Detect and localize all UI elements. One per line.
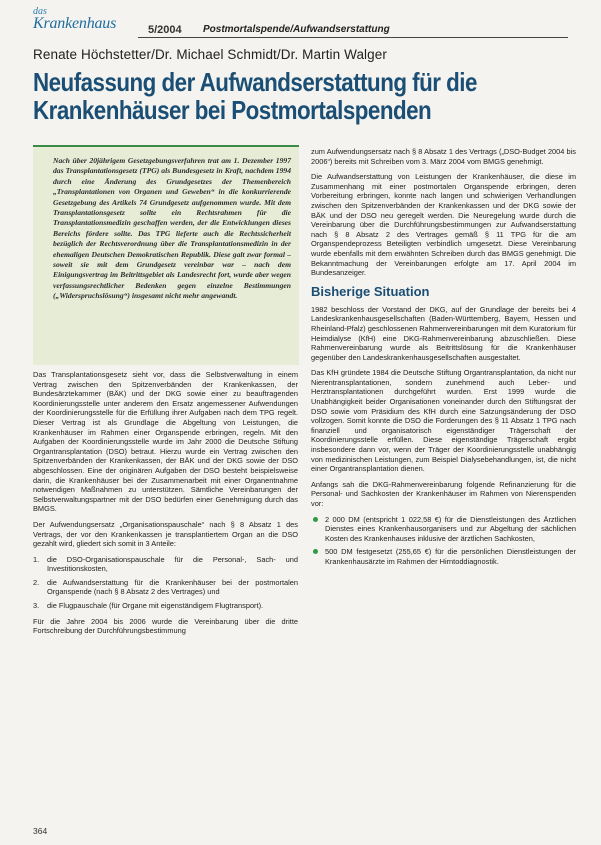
issue-number: 5/2004 [148,24,182,36]
left-column [33,370,298,642]
page-header [33,6,573,40]
subheading: Bisherige Situation [311,283,430,299]
share-list [33,555,298,611]
left-paragraph-1: Das Transplantationsgesetz sieht vor, dass die Selbstverwaltung in einem Vertrag zwischen den Spitzenverbänden der Krankenkassen, der Bundesärztekammer (BÄK) und der DKG sowie einer zu beauftragenden Koordinierungsstelle unter anderem den Ersatz angemessener Aufwendungen der Koordinierungsstelle für die Erfüllung ihrer Aufgaben nach dem TPG regelt. Dieser Vertrag ist als Grundlage die Abgeltung von Leistungen, die Krankenhäuser im Rahmen einer Organspende erbringen, regeln. Mit den Aufgaben der Koordinierungsstelle wurde im Jahr 2000 die Deutsche Stiftung Organtransplantation (DSO) betraut. Hierzu wurde ein Vertrag zwischen den Spitzenverbänden der Krankenkassen, der BÄK und der DKG sowie der DSO abgeschlossen. Eine der originären Aufgaben der DSO besteht beispielsweise darin, die Krankenhäuser bei der Zusammenarbeit mit einer Organentnahme notwendigen Maßnahmen zu unterstützen. Sämtliche Vereinbarungen der Selbstverwaltungspartner mit der DSO bedürfen einer Genehmigung durch das BMGS. [33,370,298,514]
right-paragraph-2: Die Aufwandserstattung von Leistungen der Krankenhäuser, die diese im Zusammenhang mit einer postmortalen Organspende erbringen, deren Vorbereitung erbringen, konnte nach langen und schwierigen Verhandlungen zwischen den Spitzenverbänden der Krankenkassen und der DKG sowie der BÄK und der DSO neu geregelt werden. Die Neuregelung wurde durch die Vereinbarung über die Durchführungsbestimmungen zur Aufwandserstattung nach § 8 Absatz 2 des Vertrages gemäß § 11 TPG für die am Organspendeprozess Beteiligten verbindlich umgesetzt. Diese Vereinbarung wurde ebenfalls mit dem erwähnten Schreiben durch das BMGS genehmigt. Die Bekanntmachung der Vereinbarungen erfolgte am 17. April 2004 im Bundesanzeiger. [311,172,576,278]
right-paragraph-5: Anfangs sah die DKG-Rahmenvereinbarung folgende Refinanzierung für die Personal- und Sachkosten der Krankenhäuser im Rahmen von Nierenspenden vor: [311,479,576,508]
intro-text: Nach über 20jährigem Gesetzgebungsverfahren trat am 1. Dezember 1997 das Transplantationsgesetz (TPG) als Bundesgesetz in Kraft, nachdem 1994 durch eine Änderung des Grundgesetzes der Themenbereich „Transplantationen von Organen und Geweben“ in die konkurrierende Gesetzgebung des Artikels 74 Grundgesetz aufgenommen wurde. Mit dem Transplantationsgesetz sollte ein Rechtsrahmen für die Transplantationsmedizin geschaffen werden, der die Entwicklungen dieses Bereichs fördere sollte. Das TPG lieferte auch die Rechtssicherheit bezüglich der Rechtsverordnung über die Transplantationsmedizin in der ehemaligen Deutschen Demokratischen Republik. Diese galt zwar formal – soweit sie mit dem Grundgesetz vereinbar war – nach dem Einigungsvertrag im Beitrittsgebiet als Landesrecht fort, wurde aber wegen verfassungsrechtlicher Bedenken gegen einzelne Bestimmungen („Widerspruchslösung“) insgesamt nicht mehr angewandt. [53,156,291,301]
section-title: Postmortalspende/Aufwandserstattung [203,24,390,35]
right-column [311,147,576,573]
title-line-2: Krankenhäuser bei Postmortalspenden [33,95,432,125]
intro-box [33,145,299,365]
bullet-list [311,515,576,567]
right-paragraph-1: zum Aufwendungsersatz nach § 8 Absatz 1 des Vertrags („DSO-Budget 2004 bis 2006“) bereits mit Schreiben vom 3. März 2004 vom BMGS genehmigt. [311,147,576,166]
list-item: 500 DM festgesetzt (255,65 €) für die persönlichen Dienstleistungen der Krankenhausärzte im Rahmen der Hirntoddiagnostik. [311,547,576,566]
left-paragraph-2: Der Aufwendungsersatz „Organisationspauschale“ nach § 8 Absatz 1 des Vertrags, der vor den Krankenkassen je transplantiertem Organ an die DSO gezahlt wird, gliedert sich somit in 3 Anteile: [33,519,298,549]
logo-small-text: das [33,6,47,17]
bullet-dot-icon [313,517,318,522]
list-item: 2. die Aufwandserstattung für die Krankenhäuser bei der postmortalen Organspende (nach § 8 Absatz 2 des Vertrages) und [33,577,298,597]
journal-logo: Krankenhaus [33,15,117,32]
list-item: 1. die DSO-Organisationspauschale für die Personal-, Sach- und Investitionskosten, [33,554,298,574]
page-number: 364 [33,826,48,836]
article-title [33,68,497,124]
header-rule [138,37,568,38]
list-item: 2 000 DM (entspricht 1 022,58 €) für die Dienstleistungen des Ärztlichen Dienstes eines Krankenhausorganisers und zur Abgeltung der sächlichen Kosten des Krankenhauses inklusive der ärztlichen Sachkosten, [311,515,576,544]
list-item: 3. die Flugpauschale (für Organe mit eigenständigem Flugtransport). [33,601,264,611]
title-line-1: Neufassung der Aufwandserstattung für die [33,67,477,97]
left-paragraph-3: Für die Jahre 2004 bis 2006 wurde die Vereinbarung über die dritte Fortschreibung der Durchführungsbestimmung [33,616,298,636]
bullet-dot-icon [313,549,318,554]
authors: Renate Höchstetter/Dr. Michael Schmidt/Dr. Martin Walger [33,47,387,62]
right-paragraph-4: Das KfH gründete 1984 die Deutsche Stiftung Organtransplantation, da nicht nur Nierentransplantationen, sondern zunehmend auch Leber- und Herztransplantationen durchgeführt wurden. Erst 1999 wurde die Unabhängigkeit beider Organisationen voneinander durch den Stiftungsrat der DSO sowie vom Präsidium des KfH durch eine Satzungsänderung der DSO vollzogen. Somit konnte die DSO die Forderungen des § 11 Absatz 1 TPG nach finanziell und organisatorisch eigenständiger Trägerschaft der Koordinierungsstelle erfüllen. Diese eigenständige Trägerschaft ergibt insbesondere dann vor, wenn der Träger der Koordinierungsstelle unabhängig von medizinischen Leistungen, zum Beispiel Dialysebehandlungen, ist, die nicht einer Organtransplantation dienen. [311,368,576,474]
right-paragraph-3: 1982 beschloss der Vorstand der DKG, auf der Grundlage der bereits bei 4 Landeskrankenhausgesellschaften (Baden-Württemberg, Bayern, Hessen und Rheinland-Pfalz) geschlossenen Rahmenvereinbarungen mit dem Kuratorium für Heimdialyse (KfH) eine DKG-Rahmenvereinbarung abzuschließen. Diese Rahmenvereinbarung wurde als Beitrittslösung für die Krankenhäuser gegenüber den Landeskrankenhausgesellschaften ausgestaltet. [311,304,576,362]
